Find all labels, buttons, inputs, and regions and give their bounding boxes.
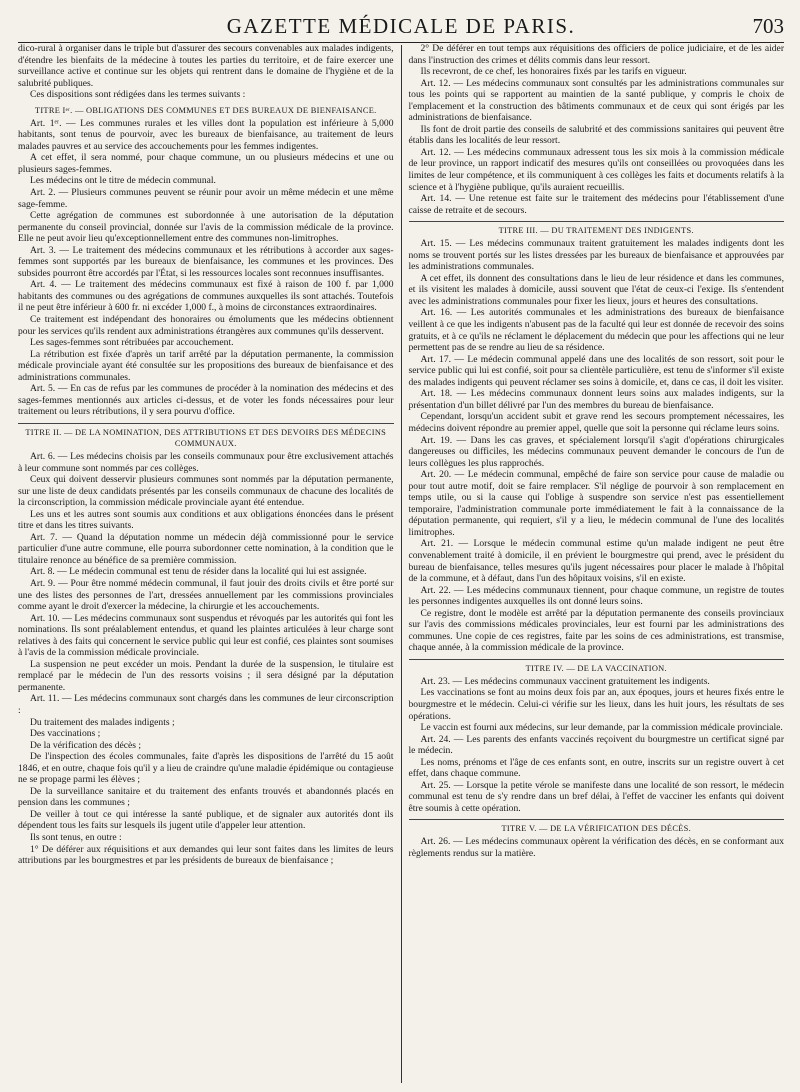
paragraph: Art. 22. — Les médecins communaux tiennent, pour chaque commune, un registre de toutes les personnes indigentes auxquelles ils ont donné leurs soins. [408, 584, 784, 608]
section-heading: TITRE IV. — DE LA VACCINATION. [409, 659, 785, 674]
paragraph: Art. 3. — Le traitement des médecins communaux et les rétributions à accorder aux sages-femmes sont supportés par les bureaux de bienfaisance, les communes et les provinces. Des subsides pourront être accordés par l'État, si les ressources locales sont reconnues insuffisantes. [18, 244, 394, 279]
page-number: 703 [752, 14, 784, 38]
paragraph: Art. 14. — Une retenue est faite sur le traitement des médecins pour l'établissement d'une caisse de retraite et de secours. [408, 193, 784, 216]
paragraph: Art. 9. — Pour être nommé médecin communal, il faut jouir des droits civils et être porté sur une des listes des personnes de l'art, dressées annuellement par les commissions provinciales comme ayant le droit d'exercer la médecine, la chirurgie et les accouchements. [18, 577, 394, 613]
column-separator [401, 45, 402, 1083]
paragraph: Cependant, lorsqu'un accident subit et grave rend les secours promptement nécessaires, les médecins doivent répondre au premier appel, quelle que soit la personne qui réclame leurs soins. [408, 411, 784, 434]
paragraph: Art. 17. — Le médecin communal appelé dans une des localités de son ressort, soit pour le service public qui lui est confié, soit pour sa clientèle particulière, est tenu de s'informer s'il existe des malades indigents qui peuvent réclamer ses soins à domicile, et, dans ce cas, il doit les visiter. [408, 353, 784, 388]
paragraph: Art. 20. — Le médecin communal, empêché de faire son service pour cause de maladie ou pour tout autre motif, doit se faire remplacer. S'il néglige de pourvoir à son remplacement en temps utile, ou si la cause qui l'oblige à suspendre son service n'est pas essentiellement temporaire, l'administration communale porte immédiatement le fait à la connaissance de la députation permanente, qui requiert, s'il y a lieu, le médecin communal de l'une des localités limitrophes. [408, 469, 784, 538]
paragraph: Les vaccinations se font au moins deux fois par an, aux époques, jours et heures fixés entre le bourgmestre et le médecin. Celui-ci vérifie sur les lieux, dans les huit jours, les résultats de ses opérations. [408, 687, 784, 722]
paragraph: Ils recevront, de ce chef, les honoraires fixés par les tarifs en vigueur. [420, 66, 687, 78]
paragraph: 1° De déférer aux réquisitions et aux demandes qui leur sont faites dans les limites de leurs attributions par les bourgmestres et par les présidents de bureaux de bienfaisance ; [18, 843, 394, 867]
paragraph: Les noms, prénoms et l'âge de ces enfants sont, en outre, inscrits sur un registre ouvert à cet effet, dans chaque commune. [408, 756, 784, 780]
paragraph: Art. 10. — Les médecins communaux sont suspendus et révoqués par les autorités qui font les nominations. Ils sont préalablement entendus, et quand les plaintes articulées à leur charge sont relatives à des faits qui concernent le service public qui leur est confié, ces plaintes sont soumises à l'avis de la commission médicale provinciale. [18, 612, 394, 659]
paragraph: Les sages-femmes sont rétribuées par accouchement. [30, 337, 234, 349]
paragraph: Ceux qui doivent desservir plusieurs communes sont nommés par la députation permanente, sur une liste de deux candidats présentés par les conseils communaux de chacune des localités de la circonscription, la commission médicale provinciale ayant été entendue. [18, 474, 394, 509]
paragraph: Art. 11. — Les médecins communaux sont chargés dans les communes de leur circonscription : [18, 693, 394, 716]
right-column [404, 43, 785, 1083]
paragraph: A cet effet, il sera nommé, pour chaque commune, un ou plusieurs médecins et une ou plusieurs sages-femmes. [18, 152, 394, 175]
paragraph: Art. 21. — Lorsque le médecin communal estime qu'un malade indigent ne peut être convenablement traité à domicile, il en prévient le bourgmestre qui prend, avec le président du bureau de bienfaisance, telles mesures qu'ils jugent nécessaires pour placer le malade à l'hôpital de la commune, et à défaut, dans l'un des hôpitaux voisins, s'il en existe. [408, 538, 784, 585]
paragraph: Du traitement des malades indigents ; [30, 716, 175, 728]
paragraph: Art. 12. — Les médecins communaux sont consultés par les administrations communales sur tous les points qui se rapportent au maintien de la santé publique, y compris le choix de l'emplacement et la construction des bâtiments communaux et de ceux qui sont érigés par les administrations de bienfaisance. [408, 77, 784, 124]
page-header [18, 8, 784, 38]
paragraph: Ces dispositions sont rédigées dans les termes suivants : [30, 89, 246, 101]
paragraph: Art. 12. — Les médecins communaux adressent tous les six mois à la commission médicale de leur province, un rapport indicatif des mesures qu'ils ont conseillées ou provoquées dans les limites de leur compétence, et ils communiquent à ces collèges les faits et documents relatifs à la science et à l'hygiène publique, qu'ils auraient recueillis. [408, 146, 784, 193]
paragraph: 2° De déférer en tout temps aux réquisitions des officiers de police judiciaire, et de les aider dans l'instruction des crimes et délits commis dans leur ressort. [408, 43, 784, 66]
paragraph: La rétribution est fixée d'après un tarif arrêté par la députation permanente, la commission médicale provinciale ayant été consultée sur les propositions des bureaux de bienfaisance et des administrations communales. [18, 348, 394, 383]
paragraph: Ils sont tenus, en outre : [30, 832, 122, 843]
paragraph: Ils font de droit partie des conseils de salubrité et des commissions sanitaires qui peuvent être établis dans les localités de leur ressort. [408, 123, 784, 147]
paragraph: Art. 4. — Le traitement des médecins communaux est fixé à raison de 100 f. par 1,000 habitants des communes ou des agrégations de communes auxquelles ils sont attachés. Toutefois il ne peut être inférieur à 600 fr. ni excéder 1,000 f., à moins de circonstances extraordinaires. [18, 279, 394, 314]
paragraph: Art. 8. — Le médecin communal est tenu de résider dans la localité qui lui est assignée. [30, 566, 367, 578]
paragraph: Art. 2. — Plusieurs communes peuvent se réunir pour avoir un même médecin et une même sage-femme. [18, 187, 394, 210]
paragraph: De la vérification des décès ; [30, 739, 142, 751]
paragraph: Art. 5. — En cas de refus par les communes de procéder à la nomination des médecins et des sages-femmes mentionnés aux articles ci-dessus, et de voter les fonds nécessaires pour leur traitement ou leurs rétributions, il y sera pourvu d'office. [18, 383, 394, 418]
paragraph: Ce registre, dont le modèle est arrêté par la députation permanente des conseils provinciaux sur l'avis des commissions médicales provinciales, leur est fourni par les administrations des communes. Une copie de ces registres, faite par les soins de ces administrations, est transmise, chaque année, à la commission médicale de la province. [408, 607, 784, 654]
paragraph: Ce traitement est indépendant des honoraires ou émoluments que les médecins obtiennent pour les services qu'ils rendent aux administrations étrangères aux communes qu'ils desservent. [18, 314, 394, 337]
section-heading: TITRE II. — DE LA NOMINATION, DES ATTRIBUTIONS ET DES DEVOIRS DES MÉDECINS COMMUNAUX. [18, 423, 394, 449]
paragraph: Art. 1ᵉʳ. — Les communes rurales et les villes dont la population est inférieure à 5,000 habitants, sont tenus de pourvoir, avec les bureaux de bienfaisance, au traitement de leurs malades pauvres et au service des accouchements pour les femmes indigentes. [18, 117, 394, 152]
section-heading: TITRE III. — DU TRAITEMENT DES INDIGENTS. [409, 221, 785, 236]
paragraph: Le vaccin est fourni aux médecins, sur leur demande, par la commission médicale provinciale. [420, 722, 783, 734]
paragraph: La suspension ne peut excéder un mois. Pendant la durée de la suspension, le titulaire est remplacé par le médecin de l'un des ressorts voisins ; il sera désigné par la députation permanente. [18, 658, 394, 693]
paragraph: De l'inspection des écoles communales, faite d'après les dispositions de l'arrêté du 15 août 1846, et en outre, chaque fois qu'il y a lieu de craindre qu'une maladie épidémique ou contagieuse ne se propage parmi les élèves ; [18, 751, 394, 786]
section-heading: TITRE V. — DE LA VÉRIFICATION DES DÉCÈS. [409, 819, 785, 834]
paragraph: Art. 18. — Les médecins communaux donnent leurs soins aux malades indigents, sur la présentation d'un billet délivré par l'un des membres du bureau de bienfaisance. [408, 388, 784, 411]
journal-title: GAZETTE MÉDICALE DE PARIS. [226, 14, 576, 38]
paragraph: Art. 7. — Quand la députation nomme un médecin déjà commissionné pour le service particulier d'une autre commune, elle pourra subordonner cette nomination, à la condition que le titulaire renonce au bénéfice de sa première commission. [18, 531, 394, 566]
paragraph: Art. 25. — Lorsque la petite vérole se manifeste dans une localité de son ressort, le médecin communal est tenu de s'y rendre dans un bref délai, à l'effet de vacciner les enfants qui doivent être soumis à cette opération. [408, 779, 784, 814]
paragraph: Les médecins ont le titre de médecin communal. [30, 175, 216, 187]
paragraph: Art. 6. — Les médecins choisis par les conseils communaux pour être exclusivement attachés à leur commune sont nommés par ces collèges. [18, 450, 394, 474]
paragraph: Art. 24. — Les parents des enfants vaccinés reçoivent du bourgmestre un certificat signé par le médecin. [408, 733, 784, 757]
paragraph: Cette agrégation de communes est subordonnée à une autorisation de la députation permanente du conseil provincial, donnée sur l'avis de la commission médicale de la province. Elle ne peut avoir lieu qu'exceptionnellement entre des communes non-limitrophes. [18, 210, 394, 245]
section-heading: TITRE Iᵉʳ. — OBLIGATIONS DES COMMUNES ET DES BUREAUX DE BIENFAISANCE. [34, 105, 377, 115]
paragraph: A cet effet, ils donnent des consultations dans le lieu de leur résidence et dans les communes, et ils visitent les malades à domicile, aussi souvent que l'état de ceux-ci l'exige. Ils s'entendent avec les administrations communales pour fixer les lieux, jours et heures des consultations. [408, 272, 784, 307]
paragraph: Des vaccinations ; [30, 728, 101, 740]
paragraph: Art. 19. — Dans les cas graves, et spécialement lorsqu'il s'agit d'opérations chirurgicales dangereuses ou difficiles, les médecins communaux peuvent demander le concours de l'un de leurs collègues les plus rapprochés. [408, 434, 784, 469]
paragraph: Art. 26. — Les médecins communaux opèrent la vérification des décès, en se conformant aux règlements rendus sur la matière. [408, 836, 784, 859]
paragraph: Les uns et les autres sont soumis aux conditions et aux obligations énoncées dans le présent titre et dans les titres suivants. [18, 508, 394, 532]
paragraph: Art. 23. — Les médecins communaux vaccinent gratuitement les indigents. [420, 675, 710, 687]
left-column [18, 43, 399, 1083]
paragraph: Art. 15. — Les médecins communaux traitent gratuitement les malades indigents dont les noms se trouvent portés sur les listes dressées par les bureaux de bienfaisance et approuvées par les administrations communales. [408, 238, 784, 273]
columns [18, 43, 784, 1083]
paragraph: De veiller à tout ce qui intéresse la santé publique, et de signaler aux autorités dont ils dépendent tous les faits sur lesquels ils jugent utile d'appeler leur attention. [18, 808, 394, 832]
paragraph: Art. 16. — Les autorités communales et les administrations des bureaux de bienfaisance veillent à ce que les indigents n'abusent pas de la faculté qui leur est donnée de recevoir des soins gratuits, et à ce qu'ils ne réclament le déplacement du médecin que pour les affections qui ne leur permettent pas de se rendre au lieu de sa résidence. [408, 307, 784, 354]
paragraph: dico-rural à organiser dans le triple but d'assurer des secours convenables aux malades indigents, d'étendre les bienfaits de la médecine à toutes les parties du territoire, et de faire exercer une surveillance active et continue sur les objets qui rentrent dans le domaine de l'hygiène et de la salubrité publiques. [18, 43, 394, 89]
paragraph: De la surveillance sanitaire et du traitement des enfants trouvés et abandonnés placés en pension dans les communes ; [18, 785, 394, 809]
